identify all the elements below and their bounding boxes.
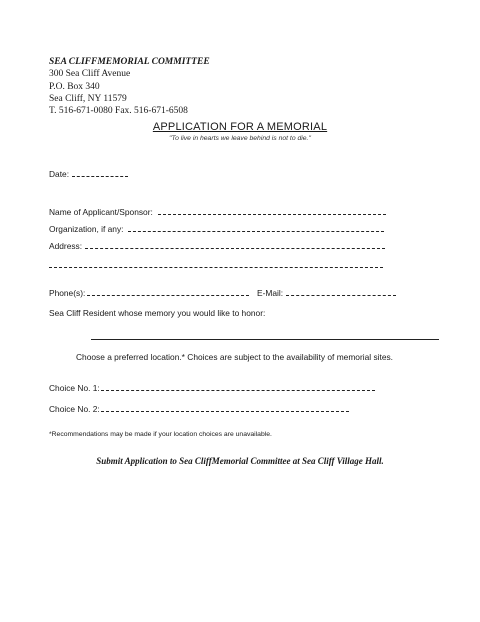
address-field-line-2[interactable]: [49, 267, 383, 268]
phone-label: Phone(s):: [49, 288, 86, 298]
address-field-line-1[interactable]: [85, 248, 385, 249]
email-label: E-Mail:: [257, 288, 284, 298]
location-instruction: Choose a preferred location.* Choices are subject to the availability of memorial sites.: [76, 352, 394, 362]
organization-header: [49, 56, 210, 117]
resident-field[interactable]: [91, 339, 439, 340]
organization-contact: T. 516-671-0080 Fax. 516-671-6508: [49, 106, 188, 117]
organization-label: Organization, if any:: [49, 224, 124, 234]
form-title: APPLICATION FOR A MEMORIAL: [152, 121, 328, 133]
phone-field[interactable]: [87, 295, 249, 296]
submit-instructions: Submit Application to Sea CliffMemorial Committee at Sea Cliff Village Hall.: [96, 456, 384, 466]
applicant-label: Name of Applicant/Sponsor:: [49, 207, 153, 217]
organization-field[interactable]: [128, 231, 384, 232]
recommendation-note: *Recommendations may be made if your location choices are unavailable.: [49, 431, 272, 438]
choice-2-field[interactable]: [101, 411, 349, 412]
choice-2-label: Choice No. 2:: [49, 404, 100, 414]
organization-city: Sea Cliff, NY 11579: [49, 93, 127, 104]
form-quote: "To live in hearts we leave behind is not to die.": [169, 135, 311, 142]
choice-1-field[interactable]: [101, 390, 375, 391]
organization-po-box: P.O. Box 340: [49, 81, 100, 92]
applicant-field[interactable]: [158, 214, 386, 215]
choice-1-label: Choice No. 1:: [49, 383, 100, 393]
organization-street: 300 Sea Cliff Avenue: [49, 69, 131, 80]
resident-label: Sea Cliff Resident whose memory you would like to honor:: [49, 308, 266, 318]
date-label: Date:: [49, 169, 70, 179]
date-field[interactable]: [72, 176, 128, 177]
address-label: Address:: [49, 241, 83, 251]
email-field[interactable]: [286, 295, 396, 296]
organization-name: SEA CLIFFMEMORIAL COMMITTEE: [49, 57, 210, 67]
